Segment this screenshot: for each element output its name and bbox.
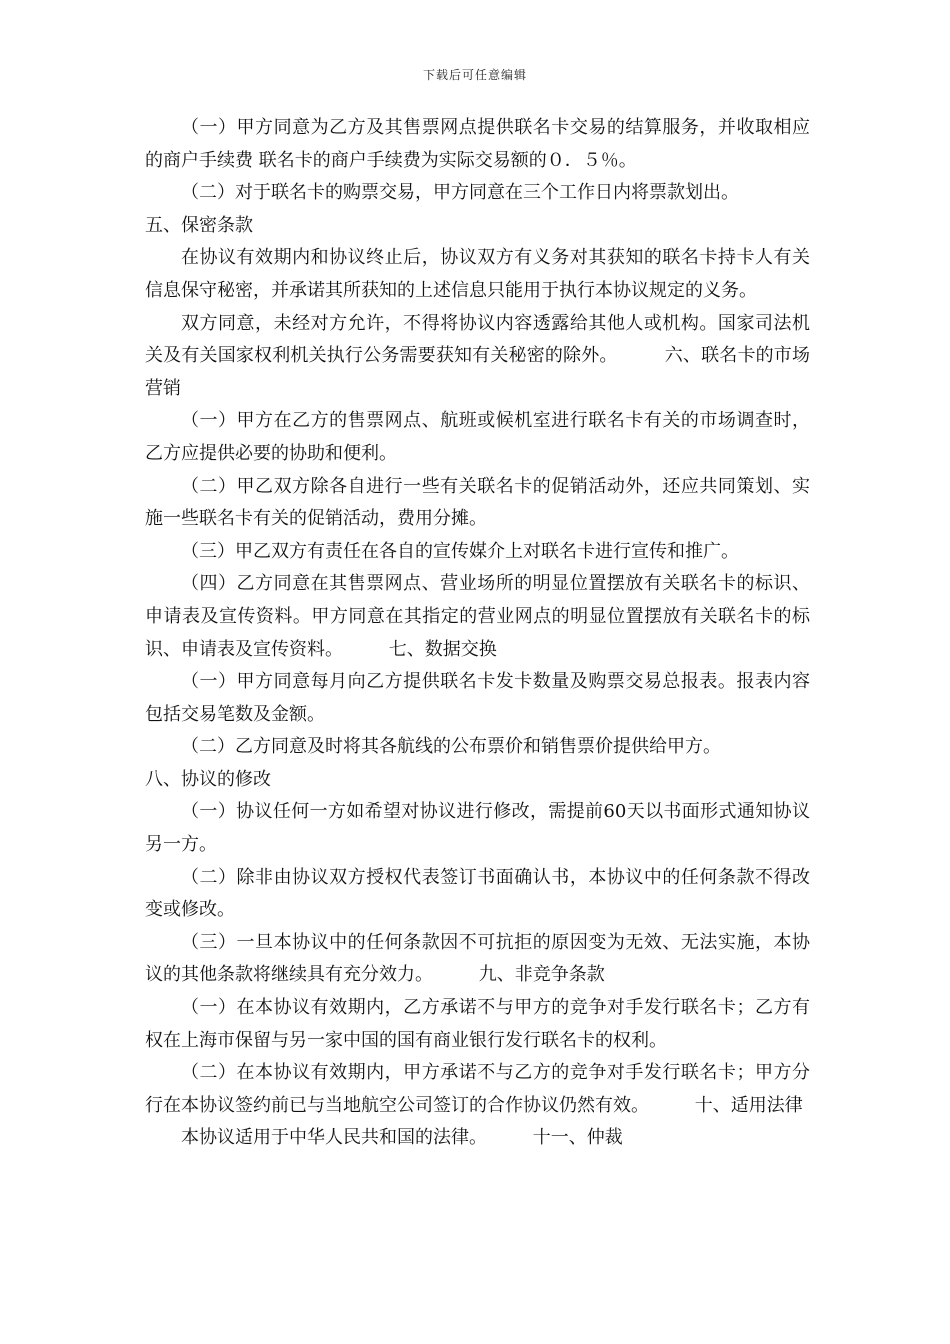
header-note: 下载后可任意编辑 (422, 68, 527, 82)
paragraph: （一）甲方在乙方的售票网点、航班或候机室进行联名卡有关的市场调查时，乙方应提供必要的协助和便利。 (145, 410, 810, 464)
paragraph: （一）在本协议有效期内，乙方承诺不与甲方的竞争对手发行联名卡；乙方有权在上海市保留与另一家中国的国有商业银行发行联名卡的权利。 (145, 997, 810, 1051)
paragraph: （一）甲方同意为乙方及其售票网点提供联名卡交易的结算服务，并收取相应的商户手续费 联名卡的商户手续费为实际交易额的０．５％。 (145, 117, 810, 171)
paragraph: （二）在本协议有效期内，甲方承诺不与乙方的竞争对手发行联名卡；甲方分行在本协议签约前已与当地航空公司签订的合作协议仍然有效。 十、适用法律 (145, 1062, 810, 1116)
document-body (145, 112, 810, 1155)
paragraph: 双方同意，未经对方允许，不得将协议内容透露给其他人或机构。国家司法机关及有关国家权利机关执行公务需要获知有关秘密的除外。 六、联名卡的市场营销 (145, 312, 810, 399)
paragraph: （一）甲方同意每月向乙方提供联名卡发卡数量及购票交易总报表。报表内容包括交易笔数及金额。 (145, 671, 810, 725)
section-heading: 八、协议的修改 (145, 768, 271, 790)
paragraph: 本协议适用于中华人民共和国的法律。 十一、仲裁 (181, 1127, 623, 1149)
paragraph: （二）甲乙双方除各自进行一些有关联名卡的促销活动外，还应共同策划、实施一些联名卡有关的促销活动，费用分摊。 (145, 475, 810, 530)
paragraph: （一）协议任何一方如希望对协议进行修改，需提前60天以书面形式通知协议另一方。 (145, 801, 810, 856)
paragraph: （二）乙方同意及时将其各航线的公布票价和销售票价提供给甲方。 (181, 736, 721, 758)
paragraph: （二）除非由协议双方授权代表签订书面确认书，本协议中的任何条款不得改变或修改。 (145, 866, 810, 921)
paragraph: （二）对于联名卡的购票交易，甲方同意在三个工作日内将票款划出。 (181, 182, 739, 204)
paragraph: （三）一旦本协议中的任何条款因不可抗拒的原因变为无效、无法实施，本协议的其他条款将继续具有充分效力。 九、非竞争条款 (145, 931, 810, 986)
paragraph: （四）乙方同意在其售票网点、营业场所的明显位置摆放有关联名卡的标识、申请表及宣传资料。甲方同意在其指定的营业网点的明显位置摆放有关联名卡的标识、申请表及宣传资料。 七、数据交换 (145, 573, 810, 660)
paragraph: 在协议有效期内和协议终止后，协议双方有义务对其获知的联名卡持卡人有关信息保守秘密，并承诺其所获知的上述信息只能用于执行本协议规定的义务。 (145, 247, 810, 301)
paragraph: （三）甲乙双方有责任在各自的宣传媒介上对联名卡进行宣传和推广。 (181, 540, 739, 562)
section-heading: 五、保密条款 (145, 214, 253, 236)
